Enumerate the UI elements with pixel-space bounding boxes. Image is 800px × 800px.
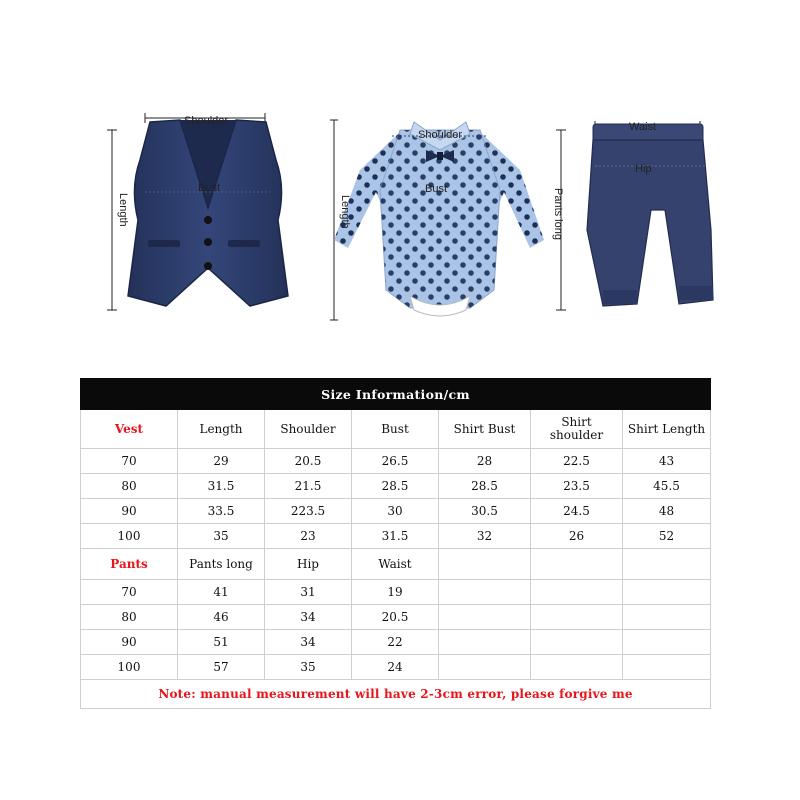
table-row [81, 524, 711, 549]
value-cell: 223.5 [265, 499, 352, 524]
value-cell: 28 [439, 449, 531, 474]
value-cell: 22 [352, 630, 439, 655]
value-cell: 19 [352, 580, 439, 605]
column-header: Shirt Length [623, 410, 711, 449]
value-cell: 20.5 [352, 605, 439, 630]
empty-cell [531, 549, 623, 580]
empty-cell [439, 605, 531, 630]
empty-cell [531, 580, 623, 605]
value-cell: 31.5 [178, 474, 265, 499]
garment-illustrations [0, 0, 800, 360]
empty-cell [623, 605, 711, 630]
empty-cell [439, 549, 531, 580]
value-cell: 30.5 [439, 499, 531, 524]
empty-cell [623, 655, 711, 680]
column-header: Bust [352, 410, 439, 449]
empty-cell [623, 630, 711, 655]
empty-cell [439, 655, 531, 680]
value-cell: 34 [265, 630, 352, 655]
measurement-note: Note: manual measurement will have 2-3cm error, please forgive me [81, 680, 711, 709]
value-cell: 32 [439, 524, 531, 549]
empty-cell [531, 605, 623, 630]
vest-header-row [81, 410, 711, 449]
table-row [81, 474, 711, 499]
table-row [81, 605, 711, 630]
value-cell: 24.5 [531, 499, 623, 524]
size-cell: 70 [81, 580, 178, 605]
vest-length-label: Length [117, 193, 129, 227]
note-row [81, 680, 711, 709]
empty-cell [531, 630, 623, 655]
size-cell: 90 [81, 630, 178, 655]
value-cell: 29 [178, 449, 265, 474]
value-cell: 31 [265, 580, 352, 605]
value-cell: 28.5 [439, 474, 531, 499]
value-cell: 22.5 [531, 449, 623, 474]
value-cell: 57 [178, 655, 265, 680]
pants-illustration [552, 110, 725, 330]
value-cell: 51 [178, 630, 265, 655]
size-cell: 100 [81, 655, 178, 680]
size-cell: 70 [81, 449, 178, 474]
empty-cell [531, 655, 623, 680]
value-cell: 28.5 [352, 474, 439, 499]
value-cell: 20.5 [265, 449, 352, 474]
empty-cell [439, 630, 531, 655]
shirt-length-label: Length [339, 195, 351, 229]
column-header: Shoulder [265, 410, 352, 449]
vest-shoulder-label: Shoulder [184, 115, 229, 127]
pants-header-row [81, 549, 711, 580]
value-cell: 43 [623, 449, 711, 474]
value-cell: 45.5 [623, 474, 711, 499]
value-cell: 52 [623, 524, 711, 549]
size-table [80, 378, 711, 709]
value-cell: 30 [352, 499, 439, 524]
shirt-illustration [330, 100, 550, 330]
value-cell: 48 [623, 499, 711, 524]
value-cell: 34 [265, 605, 352, 630]
table-row [81, 449, 711, 474]
vest-section-label: Vest [81, 410, 178, 449]
table-row [81, 655, 711, 680]
size-cell: 80 [81, 605, 178, 630]
vest-bust-label: Bust [198, 182, 221, 194]
pants-long-label: Pants long [552, 188, 564, 240]
empty-cell [623, 580, 711, 605]
pants-hip-label: Hip [635, 163, 652, 175]
table-title: Size Information/cm [81, 379, 711, 410]
value-cell: 23 [265, 524, 352, 549]
value-cell: 35 [178, 524, 265, 549]
value-cell: 21.5 [265, 474, 352, 499]
column-header: Shirt Bust [439, 410, 531, 449]
table-row [81, 580, 711, 605]
pants-waist-label: Waist [629, 121, 657, 133]
value-cell: 41 [178, 580, 265, 605]
size-cell: 100 [81, 524, 178, 549]
size-cell: 90 [81, 499, 178, 524]
value-cell: 31.5 [352, 524, 439, 549]
value-cell: 23.5 [531, 474, 623, 499]
column-header: Waist [352, 549, 439, 580]
column-header: Length [178, 410, 265, 449]
shirt-bust-label: Bust [425, 183, 448, 195]
column-header: Shirt shoulder [531, 410, 623, 449]
value-cell: 46 [178, 605, 265, 630]
pants-section-label: Pants [81, 549, 178, 580]
table-row [81, 499, 711, 524]
value-cell: 24 [352, 655, 439, 680]
size-cell: 80 [81, 474, 178, 499]
value-cell: 26.5 [352, 449, 439, 474]
value-cell: 35 [265, 655, 352, 680]
shirt-shoulder-label: Shoulder [418, 129, 463, 141]
vest-illustration [100, 100, 310, 330]
empty-cell [623, 549, 711, 580]
column-header: Hip [265, 549, 352, 580]
value-cell: 33.5 [178, 499, 265, 524]
table-row [81, 630, 711, 655]
column-header: Pants long [178, 549, 265, 580]
value-cell: 26 [531, 524, 623, 549]
empty-cell [439, 580, 531, 605]
